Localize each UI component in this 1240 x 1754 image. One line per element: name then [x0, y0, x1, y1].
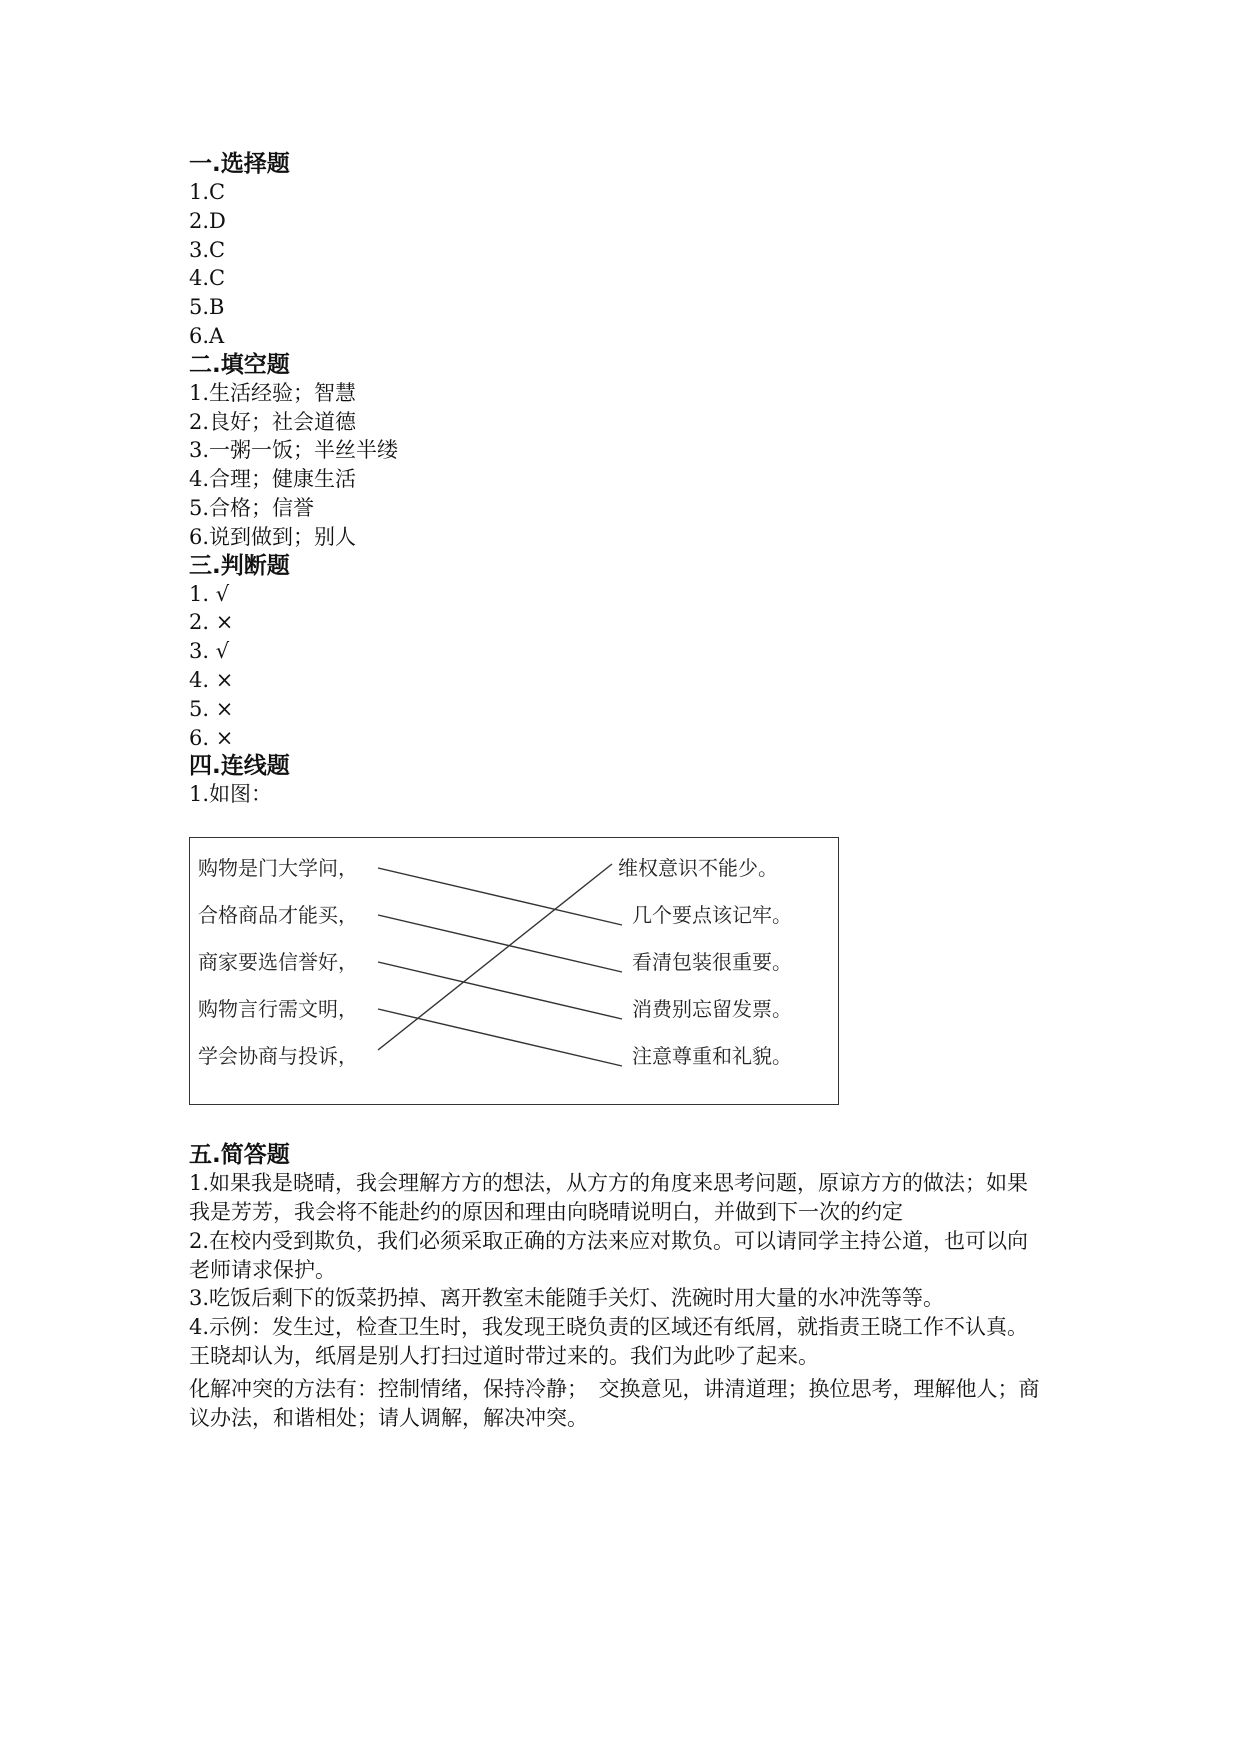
answer-paragraph: 3.吃饭后剩下的饭菜扔掉、离开教室未能随手关灯、洗碗时用大量的水冲洗等等。 [189, 1286, 945, 1311]
section-fill-blank [189, 351, 1049, 552]
section-matching [189, 752, 1049, 1105]
answer-line: 6. × [189, 725, 234, 750]
answer-line: 1.C [189, 180, 226, 204]
section-title: 二.填空题 [189, 351, 290, 378]
answer-line: 3.C [189, 237, 226, 262]
left-phrase: 购物言行需文明， [198, 997, 358, 1022]
connector-line [378, 962, 622, 1019]
answer-line: 6.说到做到；别人 [189, 524, 357, 549]
answer-paragraph: 化解冲突的方法有：控制情绪，保持冷静； 交换意见，讲清道理；换位思考，理解他人；商议办法，和谐相处；请人调解，解决冲突。 [189, 1376, 1040, 1430]
connector-line [378, 864, 612, 1050]
left-phrase: 学会协商与投诉， [198, 1044, 358, 1069]
answer-line: 3. √ [189, 639, 230, 664]
answer-paragraph: 1.如果我是晓晴，我会理解方方的想法，从方方的角度来思考问题，原谅方方的做法；如果我是芳芳，我会将不能赴约的原因和理由向晓晴说明白，并做到下一次的约定 [189, 1171, 1029, 1224]
connector-line [378, 1009, 622, 1066]
right-phrase: 消费别忘留发票。 [632, 997, 792, 1022]
right-phrase: 维权意识不能少。 [618, 856, 778, 881]
connector-line [378, 868, 622, 925]
matching-figure [189, 837, 839, 1105]
right-phrase: 看清包装很重要。 [632, 950, 792, 975]
answer-line: 2.良好；社会道德 [189, 409, 357, 434]
answer-line: 2.D [189, 208, 226, 233]
answer-line: 6.A [189, 323, 225, 348]
answer-line: 1.生活经验；智慧 [189, 380, 357, 405]
answer-line: 4.合理；健康生活 [189, 467, 357, 492]
answer-line: 4. × [189, 667, 234, 692]
left-phrase: 购物是门大学问， [198, 856, 358, 881]
right-phrase: 几个要点该记牢。 [632, 903, 792, 928]
right-phrase: 注意尊重和礼貌。 [632, 1044, 792, 1069]
section-choice [189, 150, 1049, 351]
answer-line: 5.B [189, 295, 225, 320]
answer-line: 1.如图： [189, 782, 273, 807]
section-title: 四.连线题 [189, 753, 290, 780]
section-short-answer [189, 1141, 1049, 1432]
matching-diagram [190, 838, 840, 1103]
answer-line: 5. × [189, 696, 234, 721]
section-true-false [189, 552, 1049, 753]
section-title: 一.选择题 [189, 151, 290, 177]
answer-line: 4.C [189, 266, 226, 291]
answer-paragraph: 4.示例：发生过，检查卫生时，我发现王晓负责的区域还有纸屑，就指责王晓工作不认真。王晓却认为，纸屑是别人打扫过道时带过来的。我们为此吵了起来。 [189, 1315, 1029, 1368]
section-title: 三.判断题 [189, 552, 290, 579]
answer-line: 2. × [189, 610, 234, 635]
left-phrase: 合格商品才能买， [198, 903, 358, 928]
section-title: 五.简答题 [189, 1142, 290, 1169]
answer-page [189, 150, 1049, 1432]
answer-paragraph: 2.在校内受到欺负，我们必须采取正确的方法来应对欺负。可以请同学主持公道，也可以向老师请求保护。 [189, 1228, 1029, 1282]
left-phrase: 商家要选信誉好， [198, 950, 358, 975]
answer-line: 3.一粥一饭；半丝半缕 [189, 438, 399, 463]
answer-line: 1. √ [189, 581, 230, 606]
connector-line [378, 915, 622, 972]
answer-line: 5.合格；信誉 [189, 495, 315, 520]
